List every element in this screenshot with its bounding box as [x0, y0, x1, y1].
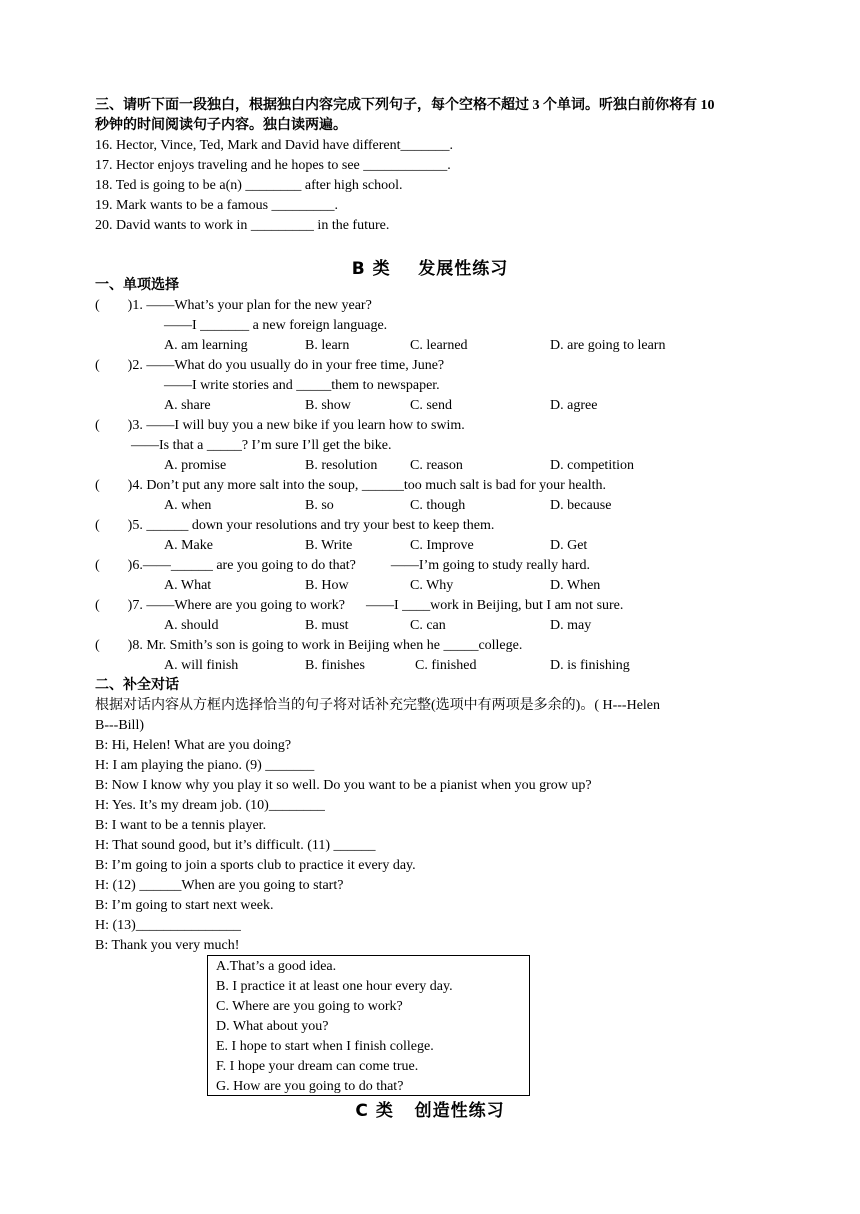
option-c: C. Improve: [410, 538, 474, 553]
option-a: A. What: [164, 578, 212, 593]
option-d: D. is finishing: [550, 658, 630, 673]
question-1-response: ——I _______ a new foreign language.: [164, 318, 388, 333]
listening-item-17: 17. Hector enjoys traveling and he hopes to see ____________.: [95, 158, 451, 173]
question-1-stem: ( )1. ——What’s your plan for the new year?: [95, 298, 372, 313]
dialogue-line: B: Thank you very much!: [95, 938, 240, 953]
dialogue-line: B: Now I know why you play it so well. Do you want to be a pianist when you grow up?: [95, 778, 592, 793]
question-3-response: ——Is that a _____? I’m sure I’ll get the bike.: [131, 438, 392, 453]
box-option-g: G. How are you going to do that?: [216, 1079, 404, 1094]
question-6-stem: ( )6.——______ are you going to do that? ——I’m going to study really hard.: [95, 558, 590, 573]
option-a: A. am learning: [164, 338, 248, 353]
box-option-f: F. I hope your dream can come true.: [216, 1059, 419, 1074]
part1-title: 一、单项选择: [95, 278, 179, 293]
question-7-stem: ( )7. ——Where are you going to work? ——I ____work in Beijing, but I am not sure.: [95, 598, 624, 613]
dialogue-line: B: I’m going to start next week.: [95, 898, 274, 913]
option-d: D. because: [550, 498, 612, 513]
option-b: B. so: [305, 498, 334, 513]
option-a: A. Make: [164, 538, 213, 553]
option-d: D. agree: [550, 398, 598, 413]
option-a: A. will finish: [164, 658, 239, 673]
option-b: B. finishes: [305, 658, 365, 673]
listening-item-18: 18. Ted is going to be a(n) ________ after high school.: [95, 178, 403, 193]
dialogue-line: H: (13)_______________: [95, 918, 241, 933]
option-d: D. may: [550, 618, 592, 633]
box-option-e: E. I hope to start when I finish college.: [216, 1039, 434, 1054]
option-b: B. Write: [305, 538, 353, 553]
question-5-stem: ( )5. ______ down your resolutions and try your best to keep them.: [95, 518, 495, 533]
option-d: D. Get: [550, 538, 588, 553]
part2-title: 二、补全对话: [95, 678, 179, 693]
dialogue-line: B: Hi, Helen! What are you doing?: [95, 738, 292, 753]
option-b: B. learn: [305, 338, 350, 353]
option-c: C. can: [410, 618, 446, 633]
section-c-title: C 类 创造性练习: [355, 1101, 505, 1121]
option-c: C. learned: [410, 338, 468, 353]
question-3-stem: ( )3. ——I will buy you a new bike if you learn how to swim.: [95, 418, 465, 433]
option-c: C. reason: [410, 458, 463, 473]
question-4-stem: ( )4. Don’t put any more salt into the soup, ______too much salt is bad for your health.: [95, 478, 607, 493]
dialogue-line: H: That sound good, but it’s difficult. (11) ______: [95, 838, 376, 853]
dialogue-line: H: Yes. It’s my dream job. (10)________: [95, 798, 325, 813]
listening-item-19: 19. Mark wants to be a famous _________.: [95, 198, 339, 213]
option-a: A. share: [164, 398, 211, 413]
question-8-stem: ( )8. Mr. Smith’s son is going to work in Beijing when he _____college.: [95, 638, 523, 653]
option-b: B. How: [305, 578, 349, 593]
listening-item-16: 16. Hector, Vince, Ted, Mark and David have different_______.: [95, 138, 454, 153]
option-b: B. resolution: [305, 458, 378, 473]
dialogue-line: B: I want to be a tennis player.: [95, 818, 267, 833]
part2-instruction-line1: 根据对话内容从方框内选择恰当的句子将对话补充完整(选项中有两项是多余的)。( H---Helen: [95, 698, 661, 713]
box-option-a: A.That’s a good idea.: [216, 959, 337, 974]
question-2-stem: ( )2. ——What do you usually do in your free time, June?: [95, 358, 445, 373]
option-a: A. when: [164, 498, 212, 513]
option-a: A. should: [164, 618, 219, 633]
listening-item-20: 20. David wants to work in _________ in the future.: [95, 218, 390, 233]
box-option-b: B. I practice it at least one hour every day.: [216, 979, 453, 994]
option-c: C. though: [410, 498, 466, 513]
dialogue-line: B: I’m going to join a sports club to practice it every day.: [95, 858, 416, 873]
section-b-title: B 类 发展性练习: [351, 259, 509, 279]
box-option-c: C. Where are you going to work?: [216, 999, 403, 1014]
option-d: D. are going to learn: [550, 338, 666, 353]
listening-instruction-line2: 秒钟的时间阅读句子内容。独白读两遍。: [95, 118, 347, 133]
option-d: D. When: [550, 578, 601, 593]
option-b: B. must: [305, 618, 349, 633]
option-a: A. promise: [164, 458, 227, 473]
option-c: C. Why: [410, 578, 454, 593]
option-c: C. send: [410, 398, 452, 413]
option-d: D. competition: [550, 458, 634, 473]
dialogue-line: H: (12) ______When are you going to start?: [95, 878, 344, 893]
part2-instruction-line2: B---Bill): [95, 718, 144, 733]
listening-instruction-line1: 三、请听下面一段独白，根据独白内容完成下列句子，每个空格不超过 3 个单词。听独白前你将有 10: [95, 98, 715, 113]
box-option-d: D. What about you?: [216, 1019, 329, 1034]
dialogue-line: H: I am playing the piano. (9) _______: [95, 758, 315, 773]
dialogue-options-box: [207, 955, 530, 1096]
option-c: C. finished: [415, 658, 477, 673]
question-2-response: ——I write stories and _____them to newspaper.: [164, 378, 440, 393]
option-b: B. show: [305, 398, 351, 413]
